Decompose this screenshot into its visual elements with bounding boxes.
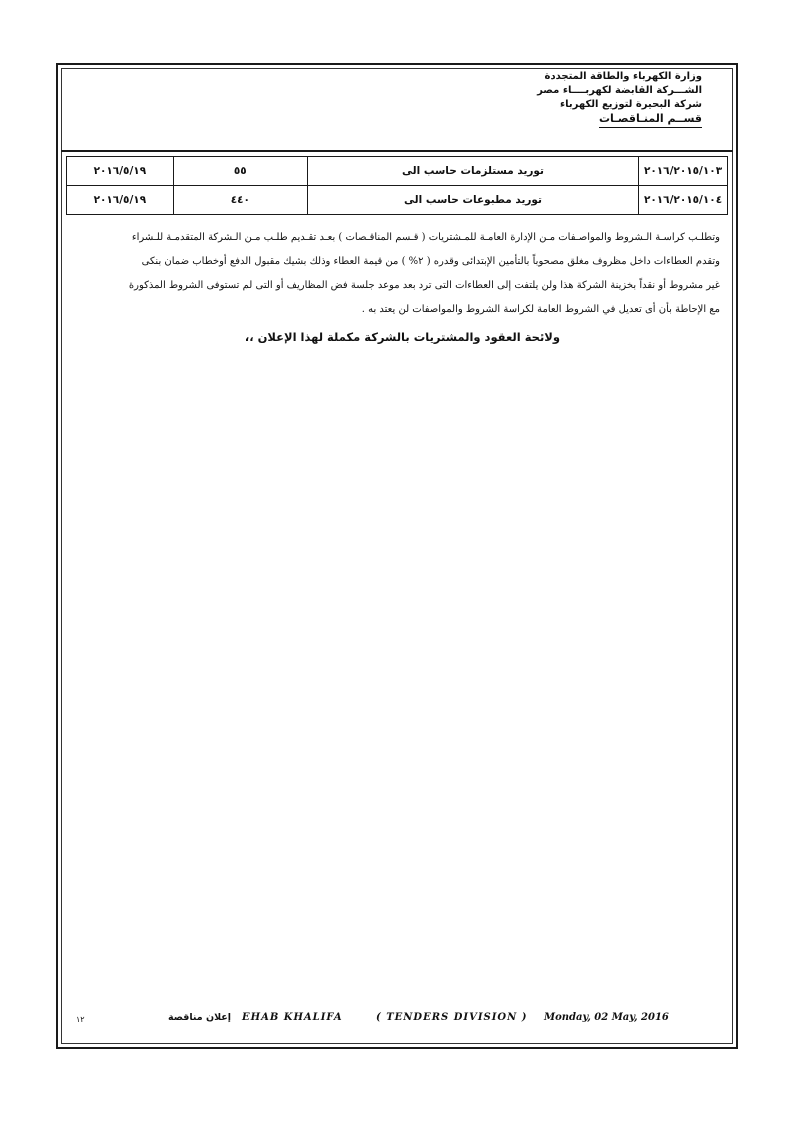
ministry-name: وزارة الكهرباء والطاقة المتجددة <box>544 71 702 82</box>
footer-division: ( TENDERS DIVISION ) <box>376 1012 528 1023</box>
department-name: قســم المنـاقصـات <box>599 112 702 128</box>
page-number: ١٢ <box>76 1015 85 1024</box>
conditions-line: وتقدم العطاءات داخل مظروف مغلق مصحوباً بالتأمين الإبتدائى وقدره ( ٢% ) من قيمة العطاء وذلك بشيك مقبول الدفع أوخطاب ضمان بنكى <box>141 256 720 267</box>
organization-header <box>537 70 702 128</box>
tender-number: ٢٠١٦/٢٠١٥/١٠٣ <box>639 157 728 186</box>
tender-description: توريد مستلزمات حاسب الى <box>307 157 638 186</box>
footer-ad-label: إعلان مناقصة <box>168 1012 232 1023</box>
header-divider <box>61 150 733 152</box>
tender-date: ٢٠١٦/٥/١٩ <box>67 186 174 215</box>
table-row <box>67 157 728 186</box>
closing-statement: ولائحة العقود والمشتريات بالشركة مكملة لهذا الإعلان ،، <box>244 330 560 344</box>
conditions-line: مع الإحاطة بأن أى تعديل في الشروط العامة لكراسة الشروط والمواصفات لن يعتد به . <box>361 304 720 315</box>
table-row <box>67 186 728 215</box>
tender-quantity: ٤٤٠ <box>173 186 307 215</box>
tender-number: ٢٠١٦/٢٠١٥/١٠٤ <box>639 186 728 215</box>
holding-company-name: الشـــركة القابضة لكهربــــاء مصر <box>537 85 702 96</box>
tender-quantity: ٥٥ <box>173 157 307 186</box>
tender-date: ٢٠١٦/٥/١٩ <box>67 157 174 186</box>
conditions-line: غير مشروط أو نقداً بخزينة الشركة هذا ولن يلتفت إلى العطاءات التى ترد بعد موعد جلسة فض المظاريف أو التى لم تستوفى الشروط المذكورة <box>128 280 720 291</box>
footer-date: Monday, 02 May, 2016 <box>544 1012 669 1023</box>
conditions-line: وتطلـب كراسـة الـشروط والمواصـفات مـن الإدارة العامـة للمـشتريات ( قـسم المناقـصات ) بعـد تقـديم طلـب مـن الـشركة المتقدمـة للـشراء <box>131 232 720 243</box>
tenders-table <box>66 156 728 215</box>
company-name: شركة البحيرة لتوزيع الكهرباء <box>560 99 702 110</box>
tender-description: توريد مطبوعات حاسب الى <box>307 186 638 215</box>
footer-author: EHAB KHALIFA <box>242 1012 343 1023</box>
tender-conditions <box>68 226 720 322</box>
